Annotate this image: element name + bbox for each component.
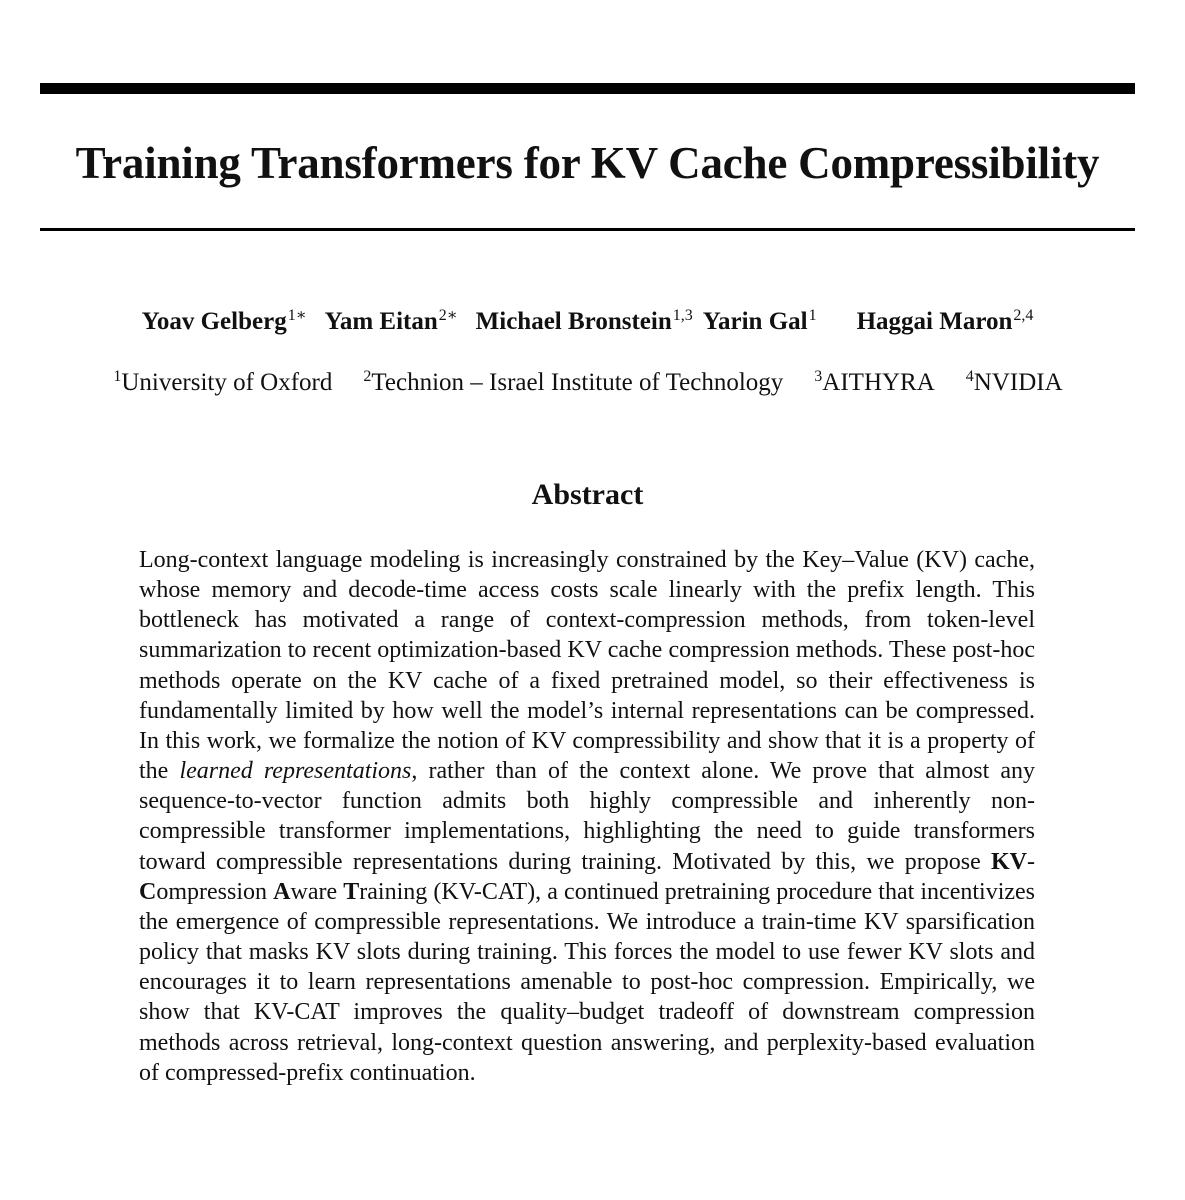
- abstract-heading: Abstract: [531, 478, 644, 511]
- top-rule: [40, 83, 1135, 94]
- author-name: Yarin Gal$^1$: [702, 307, 817, 335]
- affiliation: $^3$AITHYRA: [814, 368, 935, 396]
- affiliation: $^4$NVIDIA: [965, 368, 1063, 396]
- author-list: [40, 305, 1135, 339]
- title-bottom-rule: [40, 228, 1135, 231]
- author-name: Michael Bronstein$^{1,3}$: [475, 307, 693, 335]
- author-name: Haggai Maron$^{2,4}$: [856, 307, 1034, 335]
- author-name: Yam Eitan$^{2∗}$: [324, 307, 458, 335]
- abstract-text: Long-context language modeling is increasingly constrained by the Key–Value (KV) cache, whose memory and decode-time access costs scale linearly with the prefix length. This bottleneck has motivated a range of context-compression methods, from token-level summarization to recent optimization-based KV cache compression methods. These post-hoc methods operate on the KV cache of a fixed pretrained model, so their effectiveness is fundamentally limited by how well the model’s internal representations can be compressed. In this work, we formalize the notion of KV compressibility and show that it is a property of the learned representations, rather than of the context alone. We prove that almost any sequence-to-vector function admits both highly compressible and inherently non-compressible transformer implementations, highlighting the need to guide transformers toward compressible representations during training. Motivated by this, we propose KV-Compression Aware Training (KV-CAT), a continued pretraining procedure that incentivizes the emergence of compressible representations. We introduce a train-time KV sparsification policy that masks KV slots during training. This forces the model to use fewer KV slots and encourages it to learn representations amenable to post-hoc compression. Empirically, we show that KV-CAT improves the quality–budget tradeoff of downstream compression methods across retrieval, long-context question answering, and perplexity-based evaluation of compressed-prefix continuation.: [139, 547, 1036, 1086]
- author-name: Yoav Gelberg$^{1∗}$: [141, 307, 307, 335]
- affiliation-list: [40, 366, 1135, 400]
- affiliation: $^2$Technion – Israel Institute of Technology: [363, 368, 784, 396]
- affiliation: $^1$University of Oxford: [113, 368, 333, 396]
- paper-title: Training Transformers for KV Cache Compressibility: [75, 138, 1100, 188]
- italic-phrase: learned representations: [179, 758, 412, 785]
